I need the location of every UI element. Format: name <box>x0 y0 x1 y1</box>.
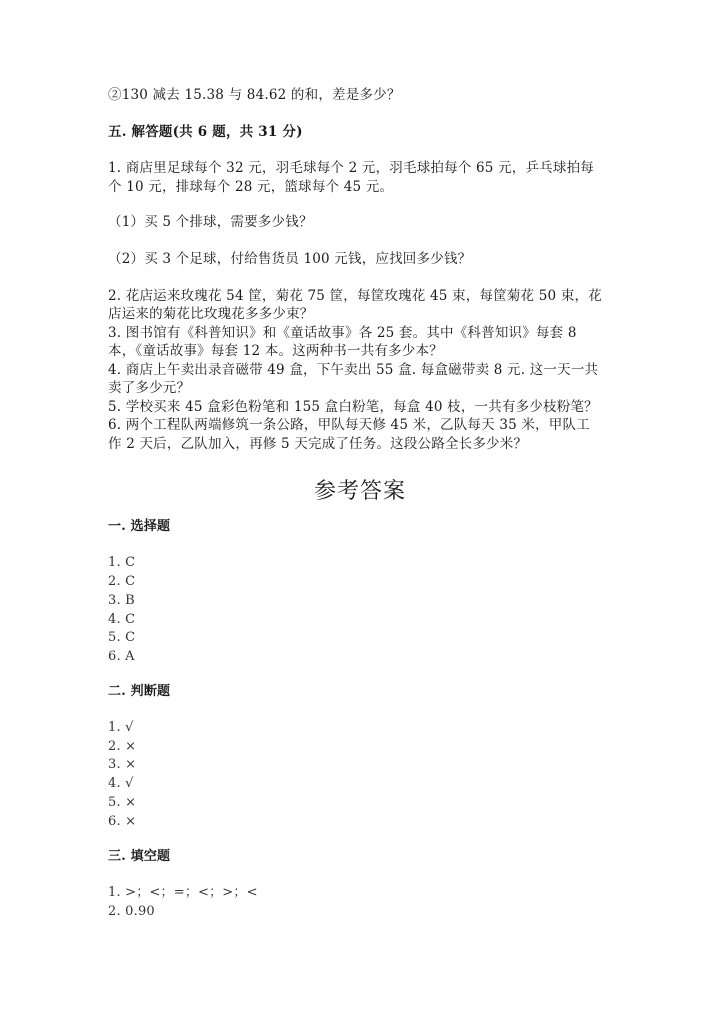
question-5-line-1: 5. 学校买来 45 盒彩色粉笔和 155 盒白粉笔，每盒 40 枝，一共有多少枝粉笔？ <box>108 399 598 415</box>
question-1-line-1: 1. 商店里足球每个 32 元，羽毛球每个 2 元，羽毛球拍每个 65 元，乒乓球拍每 <box>108 160 594 176</box>
answer-2-1: 1. √ <box>108 720 134 735</box>
answer-key-title: 参考答案 <box>313 479 406 504</box>
answer-section-2-heading: 二. 判断题 <box>108 684 171 699</box>
answer-2-5: 5. × <box>108 795 137 810</box>
answer-1-6: 6. A <box>108 649 135 664</box>
question-4-line-1: 4. 商店上午卖出录音磁带 49 盒，下午卖出 55 盒. 每盒磁带卖 8 元. 这一天一共 <box>108 362 599 378</box>
answer-2-4: 4. √ <box>108 776 134 791</box>
section-5-heading: 五. 解答题(共 6 题，共 31 分) <box>108 124 303 140</box>
answer-section-1-heading: 一. 选择题 <box>108 519 171 534</box>
question-4-line-2: 卖了多少元？ <box>108 380 191 396</box>
question-3-line-1: 3. 图书馆有《科普知识》和《童话故事》各 25 套。其中《科普知识》每套 8 <box>108 325 577 341</box>
answer-3-1: 1. >；<；=；<；>；< <box>108 885 258 900</box>
answer-1-2: 2. C <box>108 574 136 589</box>
answer-2-2: 2. × <box>108 739 137 754</box>
answer-2-6: 6. × <box>108 814 137 829</box>
answer-1-4: 4. C <box>108 612 136 627</box>
answer-section-3-heading: 三. 填空题 <box>108 849 171 864</box>
answer-3-2: 2. 0.90 <box>108 904 155 919</box>
question-3-line-2: 本，《童话故事》每套 12 本。这两种书一共有多少本？ <box>108 343 443 359</box>
answer-1-1: 1. C <box>108 555 136 570</box>
answer-1-3: 3. B <box>108 593 135 608</box>
answer-2-3: 3. × <box>108 757 137 772</box>
question-2-line-1: 2. 花店运来玫瑰花 54 筐，菊花 75 筐，每筐玫瑰花 45 束，每筐菊花 50 束，花 <box>108 288 602 304</box>
answer-1-5: 5. C <box>108 630 136 645</box>
question-1-line-2: 个 10 元，排球每个 28 元，篮球每个 45 元。 <box>108 179 394 195</box>
question-item-2: ②130 减去 15.38 与 84.62 的和，差是多少？ <box>108 87 401 103</box>
question-1-sub-2: （2）买 3 个足球，付给售货员 100 元钱，应找回多少钱？ <box>108 251 472 267</box>
question-2-line-2: 店运来的菊花比玫瑰花多多少束？ <box>108 306 314 322</box>
question-1-sub-1: （1）买 5 个排球，需要多少钱？ <box>108 214 313 230</box>
question-6-line-2: 作 2 天后，乙队加入，再修 5 天完成了任务。这段公路全长多少米？ <box>108 436 528 452</box>
question-6-line-1: 6. 两个工程队两端修筑一条公路，甲队每天修 45 米，乙队每天 35 米，甲队工 <box>108 417 590 433</box>
